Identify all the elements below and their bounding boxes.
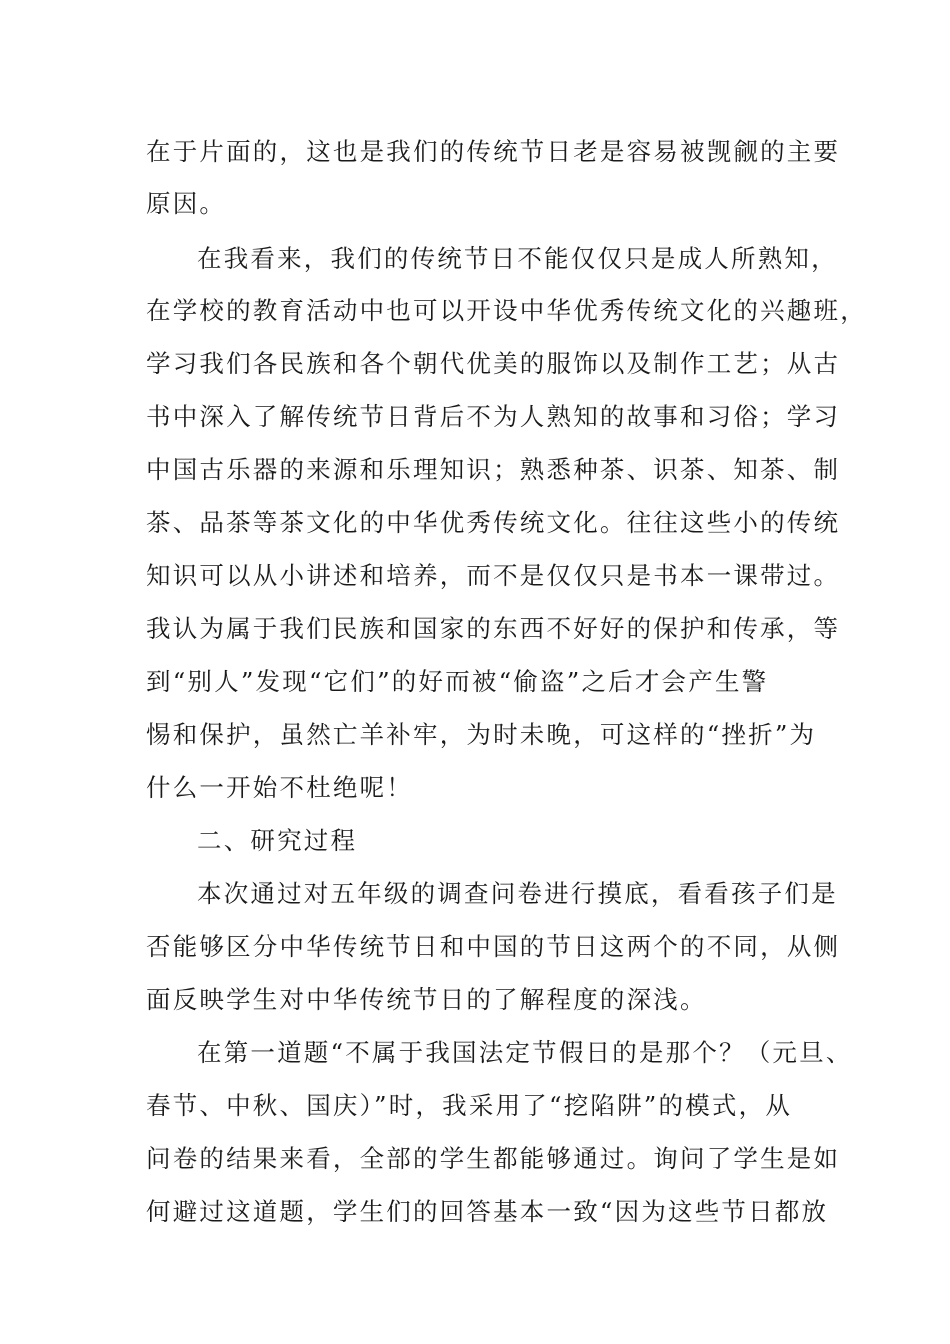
- text-line: 问卷的结果来看，全部的学生都能够通过。询问了学生是如: [146, 1144, 841, 1173]
- text-line: 我认为属于我们民族和国家的东西不好好的保护和传承，等: [146, 614, 841, 643]
- text-line: 惕和保护，虽然亡羊补牢，为时未晚，可这样的“挫折”为: [146, 720, 817, 749]
- paragraph-first-line: 本次通过对五年级的调查问卷进行摸底，看看孩子们是: [197, 879, 838, 908]
- text-line: 到“别人”发现“它们”的好而被“偷盗”之后才会产生警: [146, 667, 769, 696]
- text-line: 什么一开始不杜绝呢！: [146, 773, 413, 802]
- text-line: 知识可以从小讲述和培养，而不是仅仅只是书本一课带过。: [146, 561, 841, 590]
- text-line: 中国古乐器的来源和乐理知识；熟悉种茶、识茶、知茶、制: [146, 455, 841, 484]
- text-line: 在于片面的，这也是我们的传统节日老是容易被觊觎的主要: [146, 137, 841, 166]
- text-line: 学习我们各民族和各个朝代优美的服饰以及制作工艺；从古: [146, 349, 841, 378]
- text-line: 否能够区分中华传统节日和中国的节日这两个的不同，从侧: [146, 932, 841, 961]
- section-heading: 二、研究过程: [197, 826, 358, 855]
- text-line: 书中深入了解传统节日背后不为人熟知的故事和习俗；学习: [146, 402, 841, 431]
- text-line: 原因。: [146, 189, 227, 218]
- text-line: 茶、品茶等茶文化的中华优秀传统文化。往往这些小的传统: [146, 508, 841, 537]
- text-line: 在学校的教育活动中也可以开设中华优秀传统文化的兴趣班，: [146, 296, 867, 325]
- text-line: 面反映学生对中华传统节日的了解程度的深浅。: [146, 985, 707, 1014]
- text-line: 春节、中秋、国庆）”时，我采用了“挖陷阱”的模式，从: [146, 1091, 793, 1120]
- text-line: 何避过这道题，学生们的回答基本一致“因为这些节日都放: [146, 1197, 829, 1226]
- paragraph-first-line: 在第一道题“不属于我国法定节假日的是那个？（元旦、: [197, 1038, 853, 1067]
- paragraph-first-line: 在我看来，我们的传统节日不能仅仅只是成人所熟知，: [197, 244, 838, 273]
